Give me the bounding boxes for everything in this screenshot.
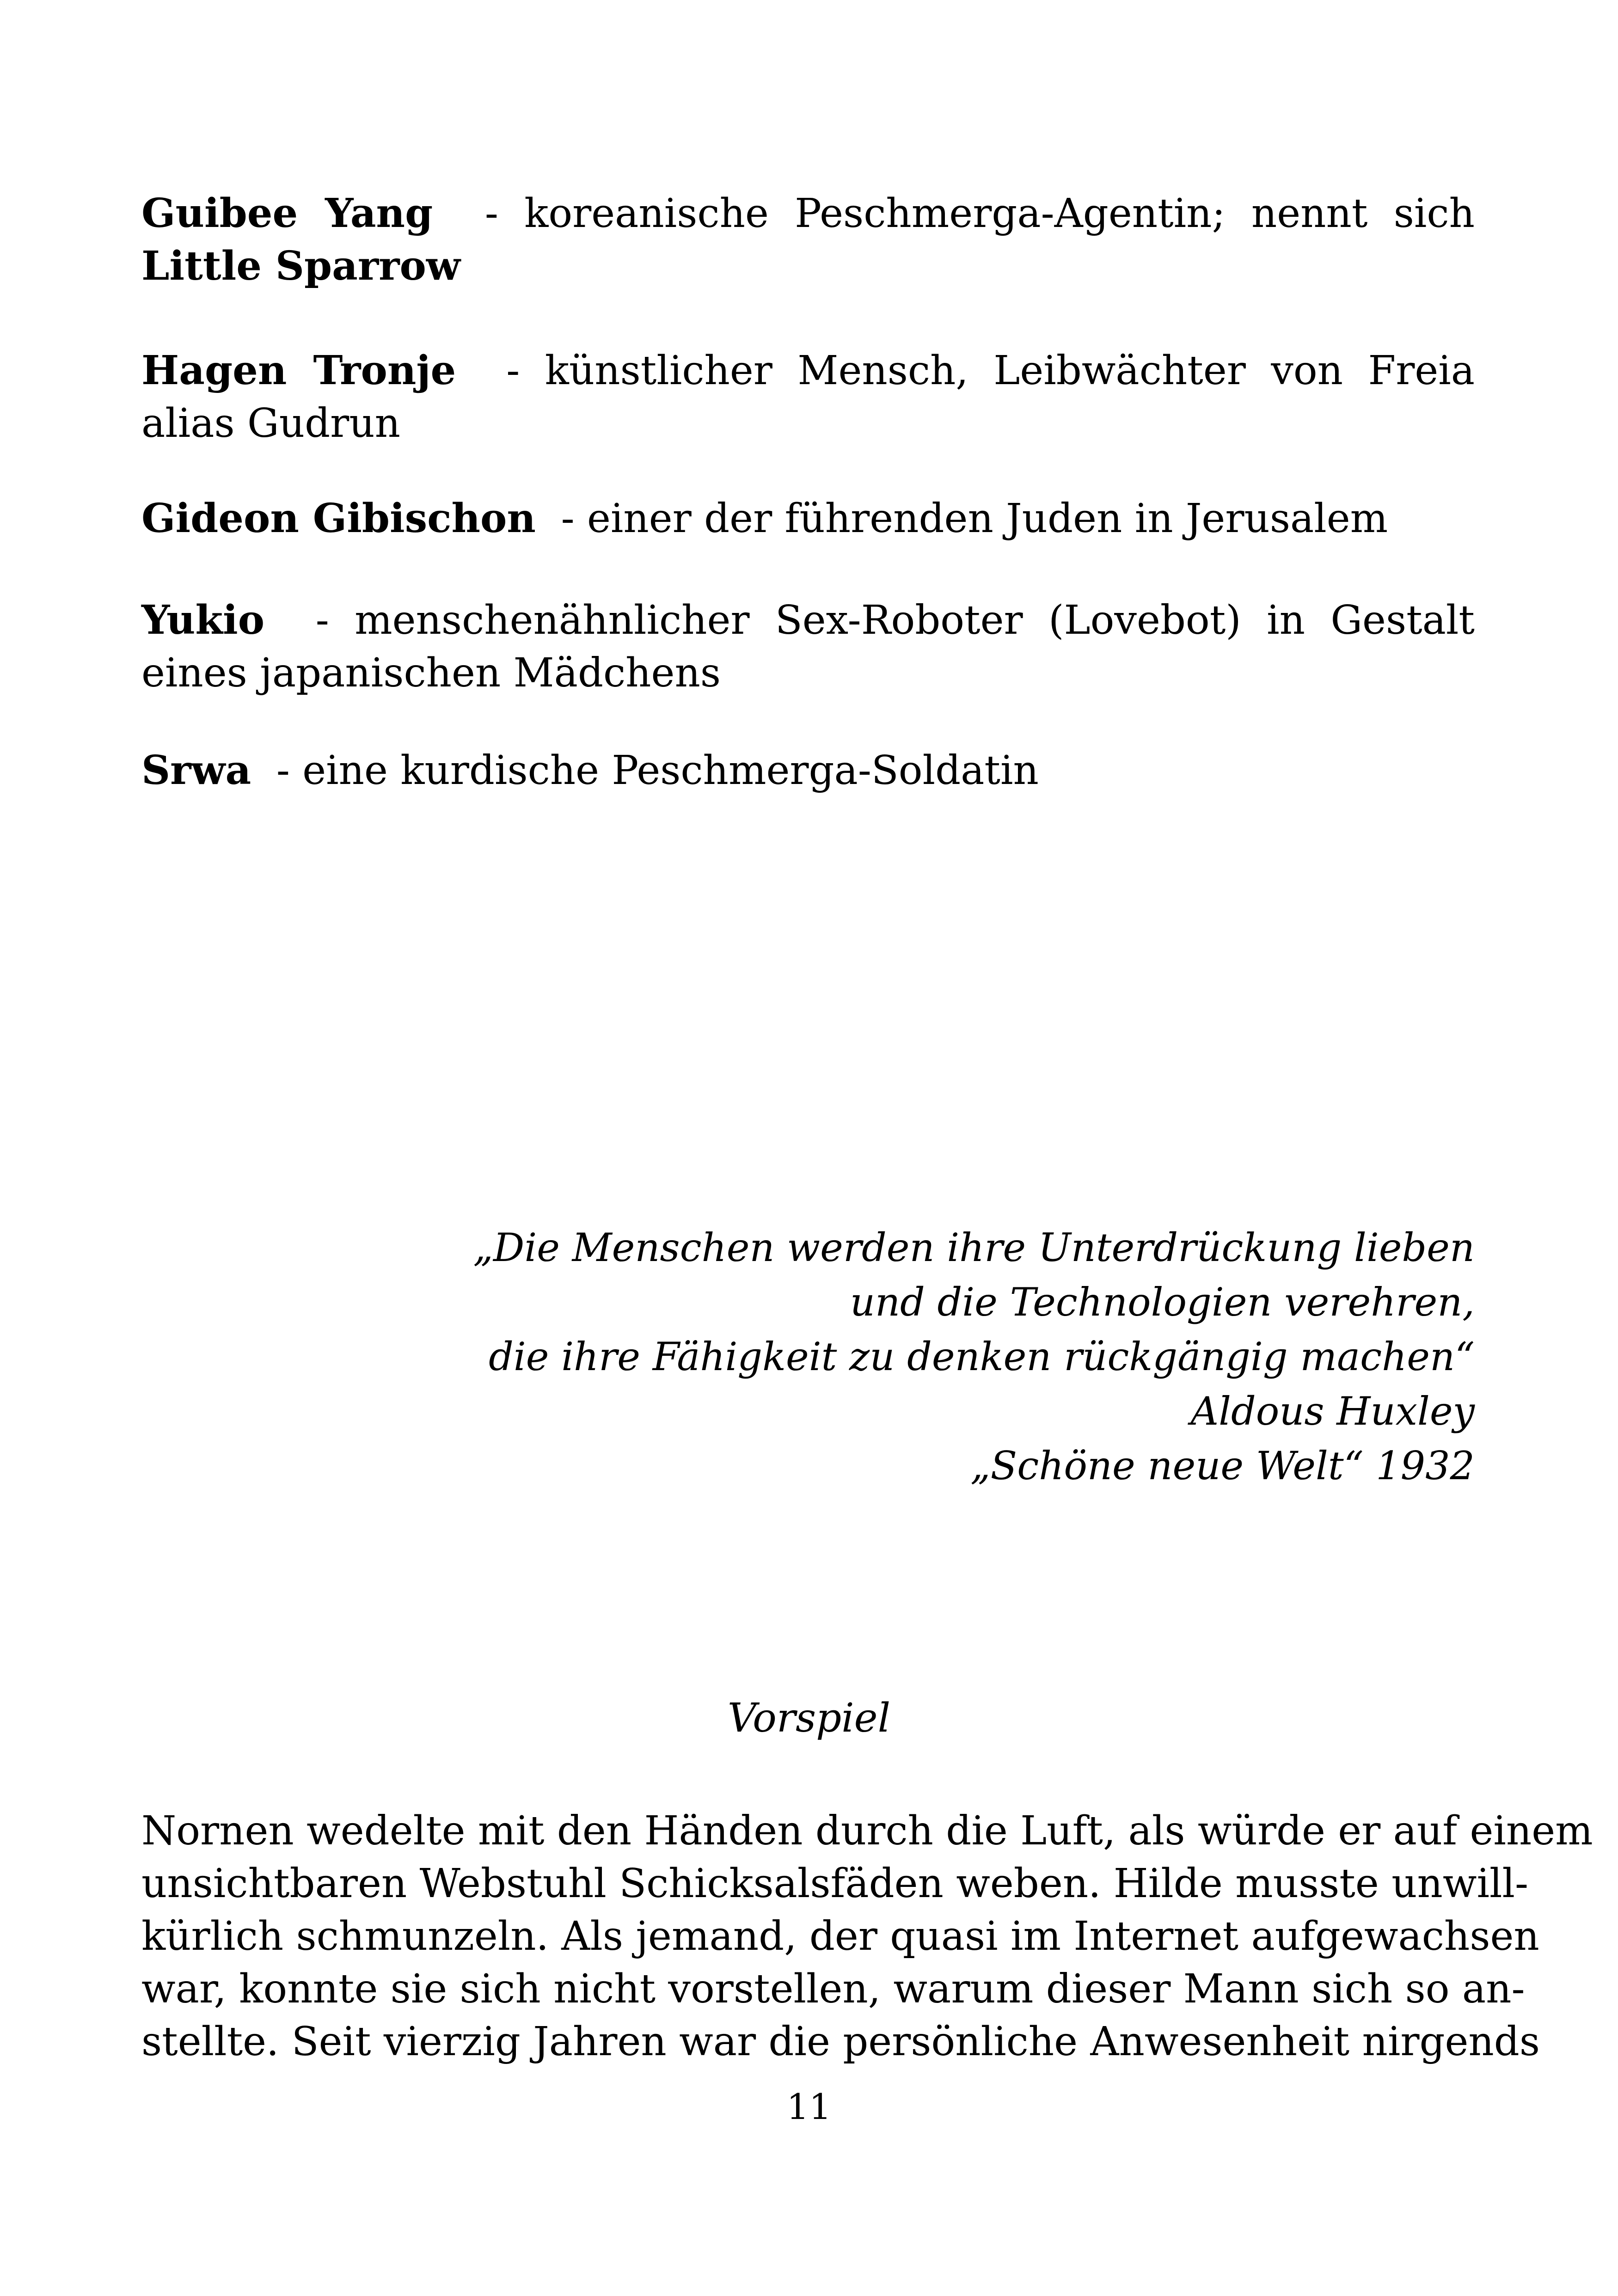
character-description: - künstlicher Mensch, Leibwächter von Freia alias Gudrun [141, 348, 1475, 447]
page-number: 11 [786, 2086, 832, 2127]
character-name: Guibee Yang [141, 190, 433, 237]
body-line: stellte. Seit vierzig Jahren war die persönliche Anwesenheit nirgends [141, 2019, 1540, 2065]
epigraph-line: und die Technologien verehren, [850, 1280, 1475, 1325]
character-entry [141, 594, 1475, 699]
section-title: Vorspiel [727, 1695, 891, 1741]
character-description: - eine kurdische Peschmerga-Soldatin [276, 747, 1039, 794]
character-name: Yukio [141, 597, 265, 643]
character-description: - koreanische Peschmerga-Agentin; nennt sich [484, 190, 1475, 237]
epigraph [458, 1220, 1475, 1493]
epigraph-line: „Die Menschen werden ihre Unterdrückung lieben [473, 1225, 1475, 1270]
body-line: Nornen wedelte mit den Händen durch die Luft, als würde er auf einem [141, 1808, 1593, 1854]
epigraph-author: Aldous Huxley [1190, 1389, 1475, 1434]
character-name: Gideon Gibischon [141, 495, 536, 542]
character-entry [141, 187, 1475, 293]
body-line: kürlich schmunzeln. Als jemand, der quasi im Internet aufgewachsen [141, 1913, 1539, 1959]
character-name: Srwa [141, 747, 251, 794]
body-line: unsichtbaren Webstuhl Schicksalsfäden weben. Hilde musste unwill- [141, 1861, 1529, 1907]
body-line: war, konnte sie sich nicht vorstellen, warum dieser Mann sich so an- [141, 1966, 1525, 2012]
body-paragraph [141, 1805, 1593, 2068]
character-alias: Little Sparrow [141, 243, 460, 289]
character-entry [141, 492, 1475, 545]
character-entry [141, 344, 1475, 450]
character-name: Hagen Tronje [141, 347, 456, 394]
epigraph-line: die ihre Fähigkeit zu denken rückgängig machen“ [489, 1334, 1475, 1379]
epigraph-source: „Schöne neue Welt“ 1932 [970, 1443, 1475, 1488]
character-description: - einer der führenden Juden in Jerusalem [561, 496, 1388, 542]
character-entry [141, 744, 1475, 797]
character-description: - menschenähnlicher Sex-Roboter (Lovebot) in Gestalt eines japanischen Mädchens [141, 597, 1475, 696]
